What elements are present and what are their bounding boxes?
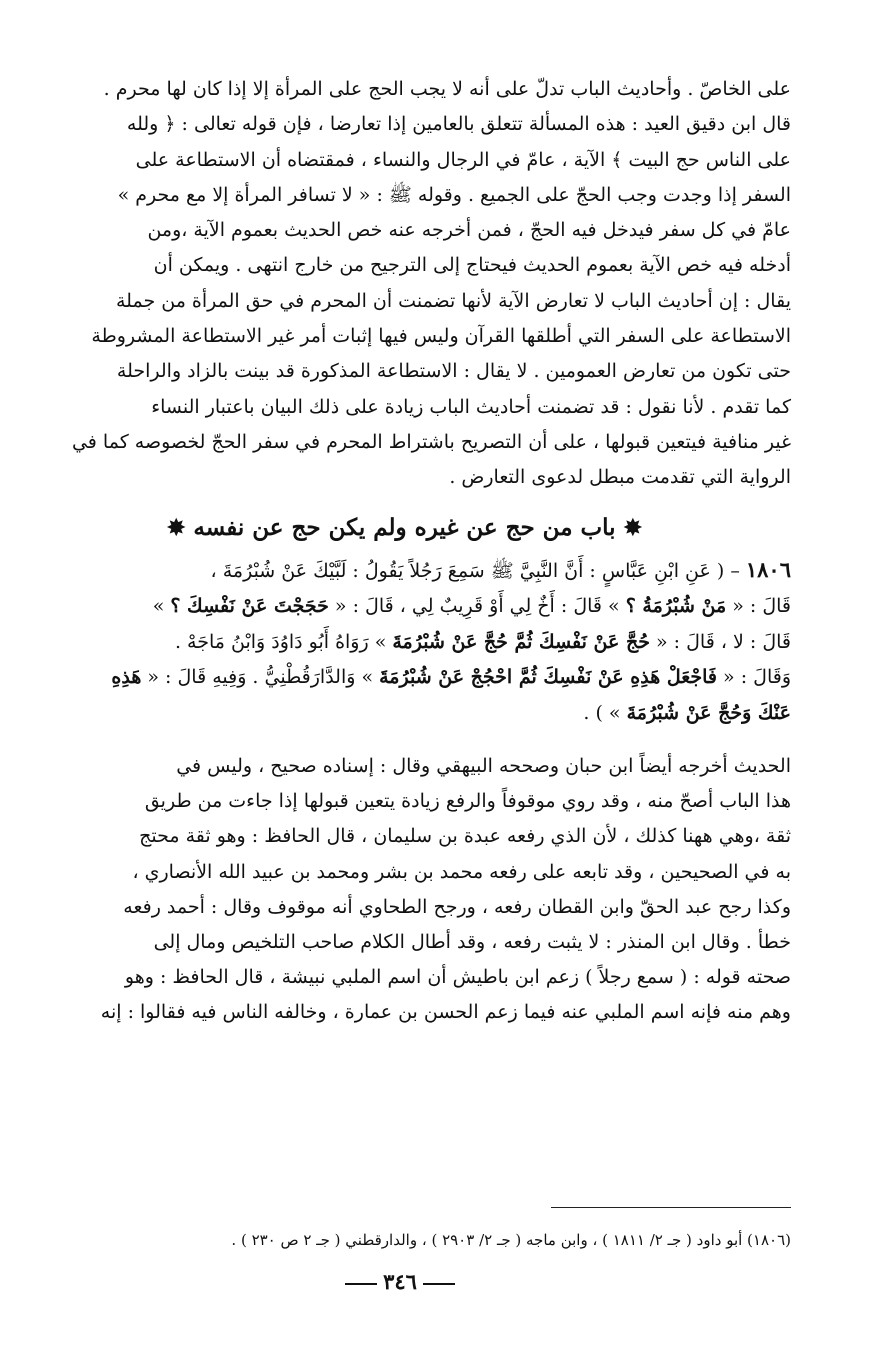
intro-line: الرواية التي تقدمت مبطل لدعوى التعارض . xyxy=(449,466,791,489)
hadith-quote: حَجَجْتَ عَنْ نَفْسِكَ ؟ xyxy=(170,595,329,618)
hadith-quote: فَاجْعَلْ هَذِهِ عَنْ نَفْسِكَ ثُمَّ احْجُجْ عَنْ شُبْرُمَةَ xyxy=(379,666,717,689)
intro-line: الاستطاعة على السفر التي أطلقها القرآن وليس فيها إثبات أمر غير الاستطاعة المشروطة xyxy=(91,325,791,348)
dash-ornament xyxy=(345,1283,377,1285)
intro-line: السفر إذا وجدت وجب الحجّ على الجميع . وقوله ﷺ : « لا تسافر المرأة إلا مع محرم » xyxy=(117,183,791,206)
hadith-fragment: » قَالَ : أَخٌ لِي أَوْ قَرِيبٌ لِي ، قَالَ : « xyxy=(328,595,626,618)
hadith-line: – ( عَنِ ابْنِ عَبَّاسٍ : أَنَّ النَّبِيَّ ﷺ سَمِعَ رَجُلاً يَقُولُ : لَبَّيْكَ عَنْ شُبْرُمَةَ ، xyxy=(210,559,746,582)
page-number: ٣٤٦ xyxy=(383,1269,417,1294)
intro-line: على الناس حج البيت ﴾ الآية ، عامّ في الرجال والنساء ، فمقتضاه أن الاستطاعة على xyxy=(135,148,791,171)
commentary-line: ثقة ،وهي ههنا كذلك ، لأن الذي رفعه عبدة بن سليمان ، قال الحافظ : وهو ثقة محتج xyxy=(139,825,791,848)
dash-ornament xyxy=(423,1283,455,1285)
hadith-text xyxy=(18,552,791,732)
hadith-fragment: قَالَ : « xyxy=(726,595,791,618)
hadith-quote: هَذِهِ xyxy=(111,666,142,689)
commentary-line: به في الصحيحين ، وقد تابعه على رفعه محمد بن بشر ومحمد بن عبيد الله الأنصاري ، xyxy=(132,860,791,883)
commentary-line: وكذا رجح عبد الحقّ وابن القطان رفعه ، ورجح الطحاوي أنه موقوف وقال : أحمد رفعه xyxy=(123,895,791,918)
hadith-number: ١٨٠٦ xyxy=(745,556,791,582)
commentary-line: صحته قوله : ( سمع رجلاً ) زعم ابن باطيش أن اسم الملبي نبيشة ، قال الحافظ : وهو xyxy=(124,966,791,989)
intro-line: عامّ في كل سفر فيدخل فيه الحجّ ، فمن أخرجه عنه خص الحديث بعموم الآية ،ومن xyxy=(147,219,791,242)
intro-line: يقال : إن أحاديث الباب لا تعارض الآية لأنها تضمنت أن المحرم في حق المرأة من جملة xyxy=(115,289,791,312)
hadith-quote: عَنْكَ وَحُجَّ عَنْ شُبْرُمَةَ xyxy=(626,701,791,724)
commentary-line: خطأ . وقال ابن المنذر : لا يثبت رفعه ، وقد أطال الكلام صاحب التلخيص ومال إلى xyxy=(153,931,791,954)
intro-line: كما تقدم . لأنا نقول : قد تضمنت أحاديث الباب زيادة على ذلك البيان باعتبار النساء xyxy=(151,395,791,418)
footnote-divider xyxy=(551,1207,791,1208)
commentary-line: الحديث أخرجه أيضاً ابن حبان وصححه البيهقي وقال : إسناده صحيح ، وليس في xyxy=(176,755,791,778)
intro-line: حتى تكون من تعارض العمومين . لا يقال : الاستطاعة المذكورة قد بينت بالزاد والراحلة xyxy=(116,360,791,383)
hadith-quote: مَنْ شُبْرُمَةُ ؟ xyxy=(625,595,727,618)
commentary-line: وهم منه فإنه اسم الملبي عنه فيما زعم الحسن بن عمارة ، وخالفه الناس فيه فقالوا : إنه xyxy=(100,1001,791,1024)
intro-line: على الخاصّ . وأحاديث الباب تدلّ على أنه لا يجب الحج على المرأة إلا إذا كان لها محرم . xyxy=(103,78,791,100)
intro-paragraph xyxy=(18,72,791,496)
star-ornament-icon: ✸ xyxy=(166,514,186,541)
footnote: (١٨٠٦) أبو داود ( جـ ٢/ ١٨١١ ) ، وابن ماجه ( جـ ٢/ ٢٩٠٣ ) ، والدارقطني ( جـ ٢ ص ٢٣٠ ) . xyxy=(231,1231,791,1249)
chapter-title: باب من حج عن غيره ولم يكن حج عن نفسه xyxy=(193,513,616,541)
commentary-line: هذا الباب أصحّ منه ، وقد روي موقوفاً والرفع زيادة يتعين قبولها إذا جاءت من طريق xyxy=(144,790,791,813)
intro-line: أدخله فيه خص الآية بعموم الحديث فيحتاج إلى الترجيح من خارج انتهى . ويمكن أن xyxy=(153,254,791,277)
hadith-fragment: » xyxy=(152,595,171,618)
star-ornament-icon: ✸ xyxy=(623,514,643,541)
intro-line: قال ابن دقيق العيد : هذه المسألة تتعلق بالعامين إذا تعارضا ، فإن قوله تعالى : ﴿ ولله xyxy=(126,113,791,136)
hadith-fragment: » رَوَاهُ أَبُو دَاوُدَ وَابْنُ مَاجَهْ . xyxy=(174,630,393,653)
page-body xyxy=(18,72,791,1031)
chapter-heading xyxy=(18,510,791,546)
hadith-fragment: وَقَالَ : « xyxy=(717,666,791,689)
intro-line: غير منافية فيتعين قبولها ، على أن التصريح باشتراط المحرم في سفر الحجّ لخصوصه كما في xyxy=(71,430,791,453)
hadith-fragment: » وَالدَّارَقُطْنِيُّ . وَفِيهِ قَالَ : « xyxy=(141,666,380,689)
page-number-block xyxy=(0,1269,800,1294)
hadith-fragment: » ) . xyxy=(583,701,627,724)
commentary-paragraph xyxy=(18,749,791,1031)
hadith-fragment: قَالَ : لا ، قَالَ : « xyxy=(649,630,791,653)
hadith-quote: حُجَّ عَنْ نَفْسِكَ ثُمَّ حُجَّ عَنْ شُبْرُمَةَ xyxy=(392,630,650,653)
